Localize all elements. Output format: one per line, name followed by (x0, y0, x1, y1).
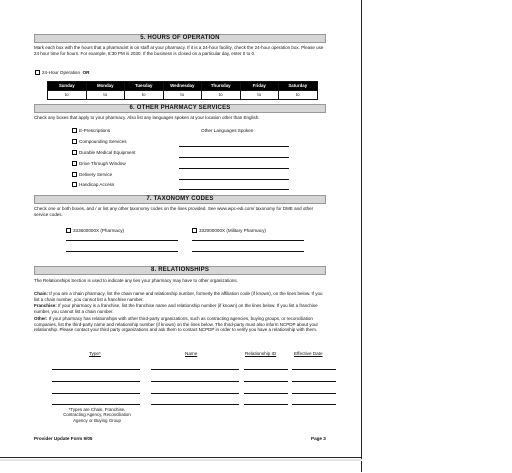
taxonomy-label: 332000000X (Military Pharmacy) (199, 228, 266, 233)
effective-date-line[interactable] (292, 404, 336, 405)
service-checkbox[interactable] (72, 172, 77, 177)
relationship-id-line[interactable] (244, 369, 288, 370)
page-shadow (0, 459, 362, 461)
hours-cell[interactable]: to (163, 91, 202, 100)
24-hour-label: 24-Hour Operation (42, 70, 81, 75)
page-edge-right (361, 0, 362, 472)
types-footnote: *Types are Chain, Franchise, Contracting Agency, Reconciliation Agency or Buying Group (63, 407, 131, 423)
service-label: E-Prescriptions (79, 128, 111, 133)
service-item (72, 139, 127, 145)
hours-cell[interactable]: to (48, 91, 87, 100)
service-label: Drive Through Window (79, 161, 126, 166)
franchise-label: Franchise: (34, 303, 57, 308)
languages-label: Other Languages Spoken (201, 128, 254, 133)
page-edge-bottom (0, 457, 362, 458)
other-paragraph (34, 316, 326, 333)
name-line[interactable] (151, 404, 239, 405)
type-line[interactable] (52, 381, 140, 382)
section-6-header: 6. OTHER PHARMACY SERVICES (34, 104, 326, 113)
type-line[interactable] (52, 369, 140, 370)
day-header: Wednesday (163, 82, 202, 91)
day-header: Thursday (202, 82, 241, 91)
language-line[interactable] (179, 157, 289, 158)
effective-date-line[interactable] (292, 381, 336, 382)
service-item (72, 182, 114, 188)
hours-cell[interactable]: to (279, 91, 318, 100)
type-line[interactable] (52, 393, 140, 394)
name-line[interactable] (151, 393, 239, 394)
language-line[interactable] (179, 189, 289, 190)
day-header: Saturday (279, 82, 318, 91)
other-text: If your pharmacy has relationships with other third-party organizations, such as contracting agencies, buying groups, or reconciliation companies, list the third-party name and relationship number (if known) on the lines below. The third-party must also inform NCPDP about your relationship. Please contact your third party organizations and ask them to contact NCPDP in order to verify you have a relationship with them. (34, 316, 318, 333)
service-item (72, 161, 126, 167)
service-label: Compounding Services (79, 139, 127, 144)
taxonomy-option (192, 228, 266, 234)
taxonomy-line[interactable] (66, 251, 178, 252)
hours-cell[interactable]: to (202, 91, 241, 100)
taxonomy-checkbox[interactable] (66, 228, 71, 233)
effective-date-line[interactable] (292, 393, 336, 394)
hours-cell[interactable]: to (86, 91, 125, 100)
service-checkbox[interactable] (72, 128, 77, 133)
or-label: OR (82, 70, 90, 75)
taxonomy-option (66, 228, 124, 234)
footer-form-id: Provider Update Form 9/05 (34, 436, 93, 441)
service-checkbox[interactable] (72, 139, 77, 144)
language-line[interactable] (179, 179, 289, 180)
hours-cell[interactable]: to (240, 91, 279, 100)
franchise-paragraph (34, 303, 326, 314)
24-hour-option (35, 70, 90, 76)
hours-instructions: Mark each box with the hours that a pharmacist is on staff at your pharmacy. If it is a 24-hour facility, check the 24-hour operation box. Please use 24 hour time for hours. For example, 8:30 PM is 2030. If the business is closed on a particular day, enter 0 to 0. (34, 45, 324, 56)
taxonomy-instructions: Check one or both boxes, and / or list any other taxonomy codes on the lines provided. See www.wpc-edi.com/ taxonomy for DME and other service codes. (34, 206, 314, 217)
taxonomy-line[interactable] (192, 251, 304, 252)
name-line[interactable] (151, 369, 239, 370)
taxonomy-checkbox[interactable] (192, 228, 197, 233)
day-header: Friday (240, 82, 279, 91)
taxonomy-label: 333600000X (Pharmacy) (73, 228, 125, 233)
service-label: Delivery Service (79, 172, 113, 177)
service-label: Durable Medical Equipment (79, 150, 136, 155)
services-instructions: Check any boxes that apply to your pharmacy. Also list any languages spoken at your location other than English. (34, 115, 260, 120)
chain-text: If you are a chain pharmacy, list the chain name and relationship number, formerly the affiliation code (if known), on the lines below. If you list a chain number, you cannot list a franchise number. (34, 291, 323, 302)
relationship-id-line[interactable] (244, 393, 288, 394)
section-5-header: 5. HOURS OF OPERATION (34, 34, 326, 43)
footer-page-number: Page 3 (311, 436, 326, 441)
col-name: Name (185, 351, 198, 356)
taxonomy-line[interactable] (192, 240, 304, 241)
name-line[interactable] (151, 381, 239, 382)
other-label: Other: (34, 316, 48, 321)
col-type: Type* (89, 351, 101, 356)
relationship-id-line[interactable] (244, 381, 288, 382)
service-item (72, 172, 112, 178)
relationships-intro: The Relationships Section is used to indicate any ties your pharmacy may have to other organizations. (34, 278, 238, 283)
service-label: Handicap Access (79, 182, 115, 187)
taxonomy-line[interactable] (66, 240, 178, 241)
effective-date-line[interactable] (292, 369, 336, 370)
relationship-id-line[interactable] (244, 404, 288, 405)
service-checkbox[interactable] (72, 150, 77, 155)
type-line[interactable] (52, 404, 140, 405)
col-effective-date: Effective Date (294, 351, 323, 356)
language-line[interactable] (179, 168, 289, 169)
language-line[interactable] (179, 146, 289, 147)
col-relationship-id: Relationship ID (245, 351, 277, 356)
day-header: Sunday (48, 82, 87, 91)
franchise-text: If your pharmacy is a franchise, list the franchise name and relationship number (if known) on the lines below. If you list a franchise number, you cannot list a chain number. (34, 303, 318, 314)
24-hour-checkbox[interactable] (35, 70, 40, 75)
service-item (72, 128, 110, 134)
section-8-header: 8. RELATIONSHIPS (34, 266, 326, 275)
hours-table (47, 81, 318, 100)
chain-paragraph (34, 291, 326, 302)
day-header: Tuesday (125, 82, 164, 91)
service-checkbox[interactable] (72, 161, 77, 166)
service-checkbox[interactable] (72, 182, 77, 187)
day-header: Monday (86, 82, 125, 91)
service-item (72, 150, 135, 156)
hours-cell[interactable]: to (125, 91, 164, 100)
section-7-header: 7. TAXONOMY CODES (34, 195, 326, 204)
chain-label: Chain: (34, 291, 48, 296)
